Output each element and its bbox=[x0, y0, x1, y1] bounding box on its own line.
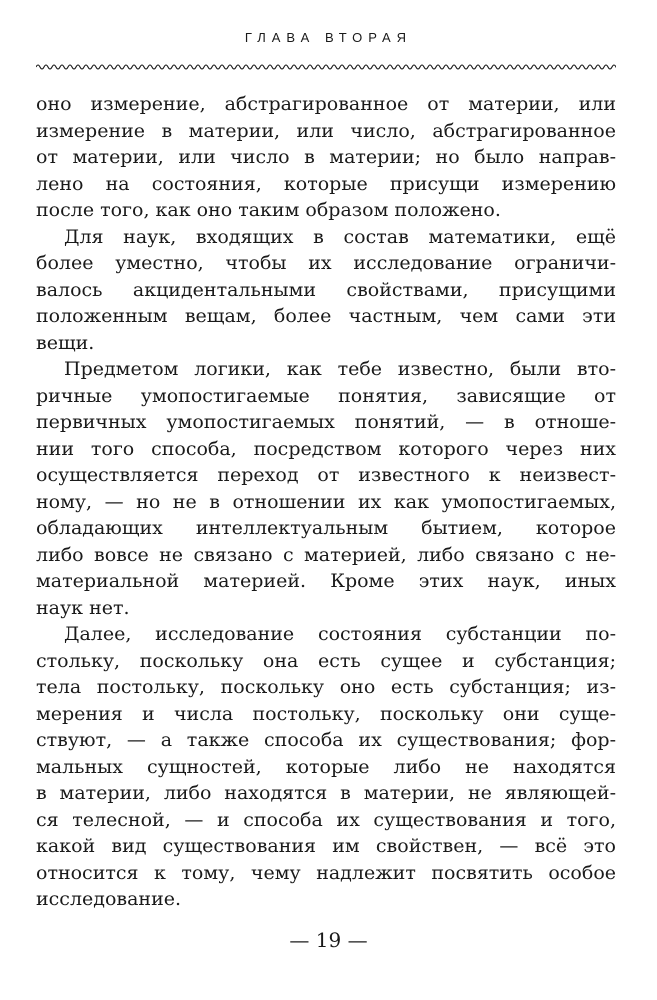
text-line: Предметом логики, как тебе известно, были вто- bbox=[64, 358, 616, 380]
text-line: обладающих интеллектуальным бытием, которое bbox=[36, 517, 616, 539]
text-line: от материи, или число в материи; но было направ- bbox=[36, 146, 616, 168]
text-line: измерение в материи, или число, абстрагированное bbox=[36, 119, 616, 142]
wavy-divider bbox=[36, 62, 616, 72]
text-line: ному, — но не в отношении их как умопостигаемых, bbox=[36, 490, 616, 513]
text-line: тела постольку, поскольку оно есть субстанция; из- bbox=[36, 676, 616, 698]
paragraph bbox=[36, 91, 616, 224]
text-line: оно измерение, абстрагированное от материи, или bbox=[36, 93, 616, 115]
text-line: относится к тому, чему надлежит посвятить особое bbox=[36, 861, 616, 884]
text-line: мальных сущностей, которые либо не находятся bbox=[36, 755, 616, 778]
text-line: Для наук, входящих в состав математики, ещё bbox=[64, 225, 616, 248]
text-line: наук нет. bbox=[36, 596, 130, 619]
text-line: первичных умопостигаемых понятий, — в отноше- bbox=[36, 411, 616, 433]
text-line: стольку, поскольку она есть сущее и субстанция; bbox=[36, 649, 616, 672]
text-line: материальной материей. Кроме этих наук, иных bbox=[36, 570, 616, 592]
running-head: ГЛАВА ВТОРАЯ bbox=[244, 30, 413, 45]
page-number: — 19 — bbox=[289, 928, 368, 952]
paragraph bbox=[36, 224, 616, 357]
text-line: либо вовсе не связано с материей, либо связано с не- bbox=[36, 543, 616, 566]
body-text bbox=[36, 91, 616, 913]
text-line: какой вид существования им свойствен, — всё это bbox=[36, 835, 616, 857]
text-line: вещи. bbox=[36, 331, 95, 354]
text-line: более уместно, чтобы их исследование ограничи- bbox=[36, 252, 616, 274]
text-line: ся телесной, — и способа их существования и того, bbox=[36, 808, 616, 831]
text-line: в материи, либо находятся в материи, не являющей- bbox=[36, 782, 616, 804]
paragraph bbox=[36, 356, 616, 621]
text-line: Далее, исследование состояния субстанции по- bbox=[64, 623, 616, 645]
text-line: осуществляется переход от известного к неизвест- bbox=[36, 464, 616, 486]
text-line: положенным вещам, более частным, чем сами эти bbox=[36, 305, 616, 327]
text-line: исследование. bbox=[36, 888, 182, 910]
text-line: ричные умопостигаемые понятия, зависящие от bbox=[36, 384, 616, 407]
text-line: нии того способа, посредством которого через них bbox=[36, 437, 616, 460]
text-line: ствуют, — а также способа их существования; фор- bbox=[36, 729, 616, 751]
paragraph bbox=[36, 621, 616, 913]
text-line: мерения и числа постольку, поскольку они суще- bbox=[36, 702, 616, 725]
text-line: валось акцидентальными свойствами, присущими bbox=[36, 278, 616, 301]
text-line: после того, как оно таким образом положено. bbox=[36, 199, 501, 221]
text-line: лено на состояния, которые присущи измерению bbox=[36, 172, 616, 195]
